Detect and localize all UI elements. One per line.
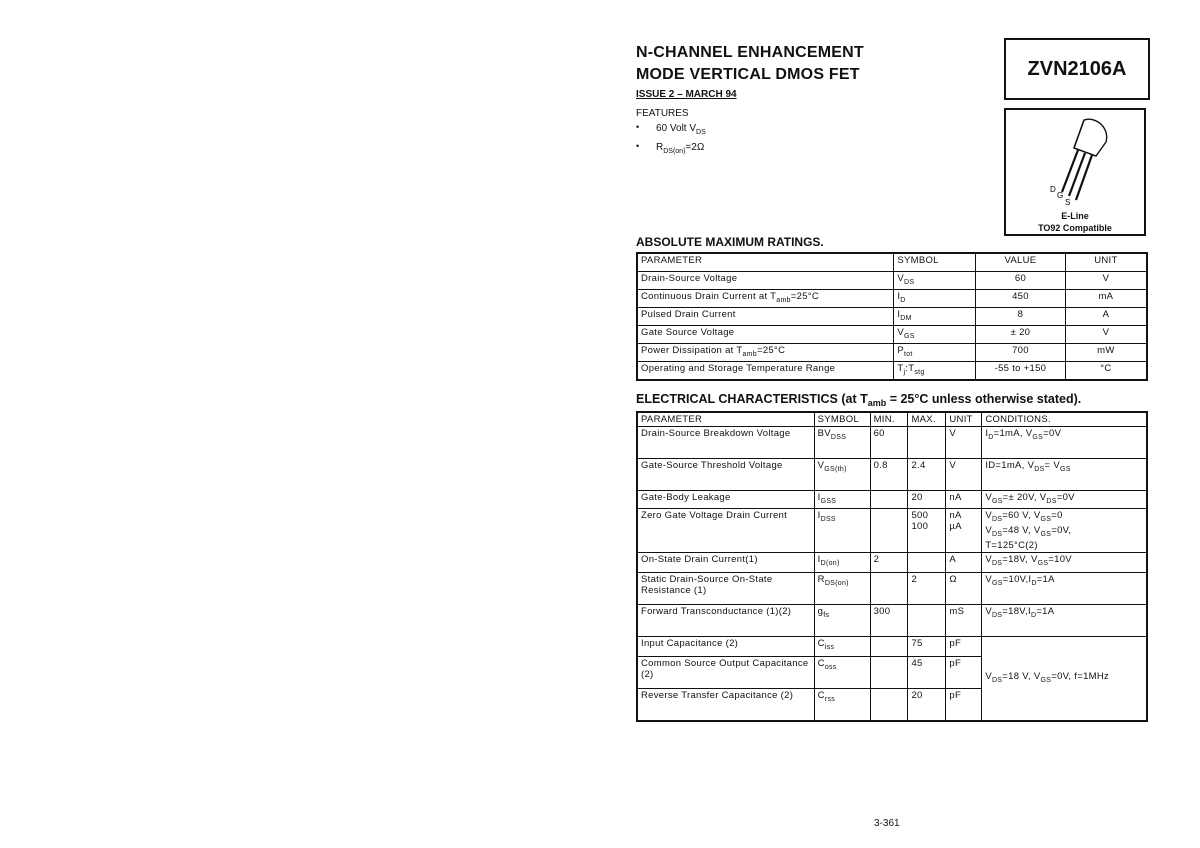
part-number-box	[1004, 38, 1150, 100]
table-row	[637, 459, 1147, 491]
unit-cell: Ω	[946, 573, 982, 605]
table-row: Pulsed Drain Current $I_{DM}$ 8 A	[637, 308, 1147, 326]
table-row: Operating and Storage Temperature Range $T_j:T_{stg}$ -55 to +150 °C	[637, 362, 1147, 381]
max-cell: 20	[908, 689, 946, 721]
max-cell: 500 100	[908, 509, 946, 553]
unit-cell: nA	[946, 491, 982, 509]
symbol-cell: $V_{GS(th)}$	[814, 459, 870, 491]
table-row: Power Dissipation at $T_{amb}=25^\circ C$ $P_{tot}$ 700 mW	[637, 344, 1147, 362]
symbol-cell: $I_{D(on)}$	[814, 553, 870, 573]
param-cell: Gate-Source Threshold Voltage	[637, 459, 814, 491]
unit-cell: pF	[946, 689, 982, 721]
min-cell	[870, 491, 908, 509]
pin-g-label: G	[1057, 191, 1064, 200]
param-cell: Static Drain-Source On-State Resistance (1)	[637, 573, 814, 605]
package-name: E-Line	[1061, 211, 1089, 221]
title-line-2: MODE VERTICAL DMOS FET	[636, 66, 860, 83]
min-cell: 2	[870, 553, 908, 573]
title-line-1: N-CHANNEL ENHANCEMENT	[636, 44, 864, 61]
min-cell	[870, 657, 908, 689]
max-cell: 20	[908, 491, 946, 509]
symbol-cell: $C_{iss}$	[814, 637, 870, 657]
unit-cell: pF	[946, 657, 982, 689]
max-cell: 45	[908, 657, 946, 689]
param-cell: Common Source Output Capacitance (2)	[637, 657, 814, 689]
conditions-cell: $V_{GS}=10V,I_D=1A$	[982, 573, 1147, 605]
min-cell: 60	[870, 427, 908, 459]
abs-max-table	[636, 252, 1148, 381]
param-cell: Drain-Source Breakdown Voltage	[637, 427, 814, 459]
table-row: Drain-Source Voltage $V_{DS}$ 60 V	[637, 272, 1147, 290]
table-row	[637, 553, 1147, 573]
header-cell: VALUE	[976, 253, 1066, 272]
symbol-cell: $I_{DSS}$	[814, 509, 870, 553]
max-cell: 2	[908, 573, 946, 605]
table-header-row	[637, 253, 1147, 272]
pin-d-label: D	[1050, 185, 1056, 194]
package-box	[1004, 108, 1146, 236]
min-cell	[870, 509, 908, 553]
table-row	[637, 427, 1147, 459]
param-cell: Gate-Body Leakage	[637, 491, 814, 509]
header-cell: MAX.	[908, 412, 946, 427]
table-row: Continuous Drain Current at $T_{amb}=25^\circ C$ $I_D$ 450 mA	[637, 290, 1147, 308]
param-cell: On-State Drain Current(1)	[637, 553, 814, 573]
param-cell: Input Capacitance (2)	[637, 637, 814, 657]
abs-max-heading: ABSOLUTE MAXIMUM RATINGS.	[636, 235, 824, 249]
min-cell: 0.8	[870, 459, 908, 491]
header-cell: SYMBOL	[894, 253, 976, 272]
header-cell: MIN.	[870, 412, 908, 427]
max-cell: 75	[908, 637, 946, 657]
min-cell	[870, 689, 908, 721]
min-cell	[870, 637, 908, 657]
unit-cell: mS	[946, 605, 982, 637]
conditions-cell: $V_{DS}=18V,I_D=1A$	[982, 605, 1147, 637]
feature-item: • $R_{DS(on)}=2\Omega$	[636, 140, 706, 159]
header-cell: UNIT	[946, 412, 982, 427]
param-cell: Reverse Transfer Capacitance (2)	[637, 689, 814, 721]
unit-cell: nA µA	[946, 509, 982, 553]
min-cell	[870, 573, 908, 605]
header-cell: SYMBOL	[814, 412, 870, 427]
table-row: Gate Source Voltage $V_{GS}$ ± 20 V	[637, 326, 1147, 344]
conditions-cell: $I_D=1mA$, $V_{GS}=0V$	[982, 427, 1147, 459]
symbol-cell: $g_{fs}$	[814, 605, 870, 637]
conditions-cell: $V_{DS}=60$ V, $V_{GS}=0$ $V_{DS}=48$ V, $V_{GS}=0V$, T=125°C(2)	[982, 509, 1147, 553]
package-compat: TO92 Compatible	[1038, 223, 1112, 233]
features-section	[636, 106, 706, 159]
symbol-cell: $R_{DS(on)}$	[814, 573, 870, 605]
unit-cell: A	[946, 553, 982, 573]
min-cell: 300	[870, 605, 908, 637]
param-cell: Forward Transconductance (1)(2)	[637, 605, 814, 637]
param-cell: Zero Gate Voltage Drain Current	[637, 509, 814, 553]
part-number: ZVN2106A	[1027, 57, 1127, 80]
max-cell: 2.4	[908, 459, 946, 491]
features-list	[636, 121, 706, 159]
table-row	[637, 491, 1147, 509]
elec-table	[636, 411, 1148, 722]
symbol-cell: $C_{oss}$	[814, 657, 870, 689]
header-cell: PARAMETER	[637, 412, 814, 427]
symbol-cell: $C_{rss}$	[814, 689, 870, 721]
elec-heading: ELECTRICAL CHARACTERISTICS (at $T_{amb} = 25^\circ C$ unless otherwise stated).	[636, 392, 1082, 408]
document-title	[636, 42, 864, 86]
feature-item: • 60 Volt $V_{DS}$	[636, 121, 706, 140]
header-cell: UNIT	[1065, 253, 1147, 272]
table-row	[637, 637, 1147, 657]
table-row	[637, 509, 1147, 553]
unit-cell: V	[946, 427, 982, 459]
header-cell: PARAMETER	[637, 253, 894, 272]
conditions-cell: ID=1mA, $V_{DS}= V_{GS}$	[982, 459, 1147, 491]
features-heading: FEATURES	[636, 108, 689, 119]
max-cell	[908, 427, 946, 459]
symbol-cell: $I_{GSS}$	[814, 491, 870, 509]
conditions-cell: $V_{DS}=18$ V, $V_{GS}=0V$, f=1MHz	[982, 637, 1147, 721]
issue-label: ISSUE 2 – MARCH 94	[636, 89, 737, 100]
table-row	[637, 573, 1147, 605]
table-row	[637, 605, 1147, 637]
max-cell	[908, 605, 946, 637]
page-number: 3-361	[874, 818, 900, 829]
conditions-cell: $V_{DS}=18V$, $V_{GS}=10V$	[982, 553, 1147, 573]
header-cell: CONDITIONS.	[982, 412, 1147, 427]
pin-s-label: S	[1065, 198, 1071, 207]
max-cell	[908, 553, 946, 573]
unit-cell: pF	[946, 637, 982, 657]
conditions-cell: $V_{GS}=\pm 20V$, $V_{DS}=0V$	[982, 491, 1147, 509]
symbol-cell: $BV_{DSS}$	[814, 427, 870, 459]
unit-cell: V	[946, 459, 982, 491]
table-header-row	[637, 412, 1147, 427]
to92-transistor-icon	[1036, 114, 1116, 210]
